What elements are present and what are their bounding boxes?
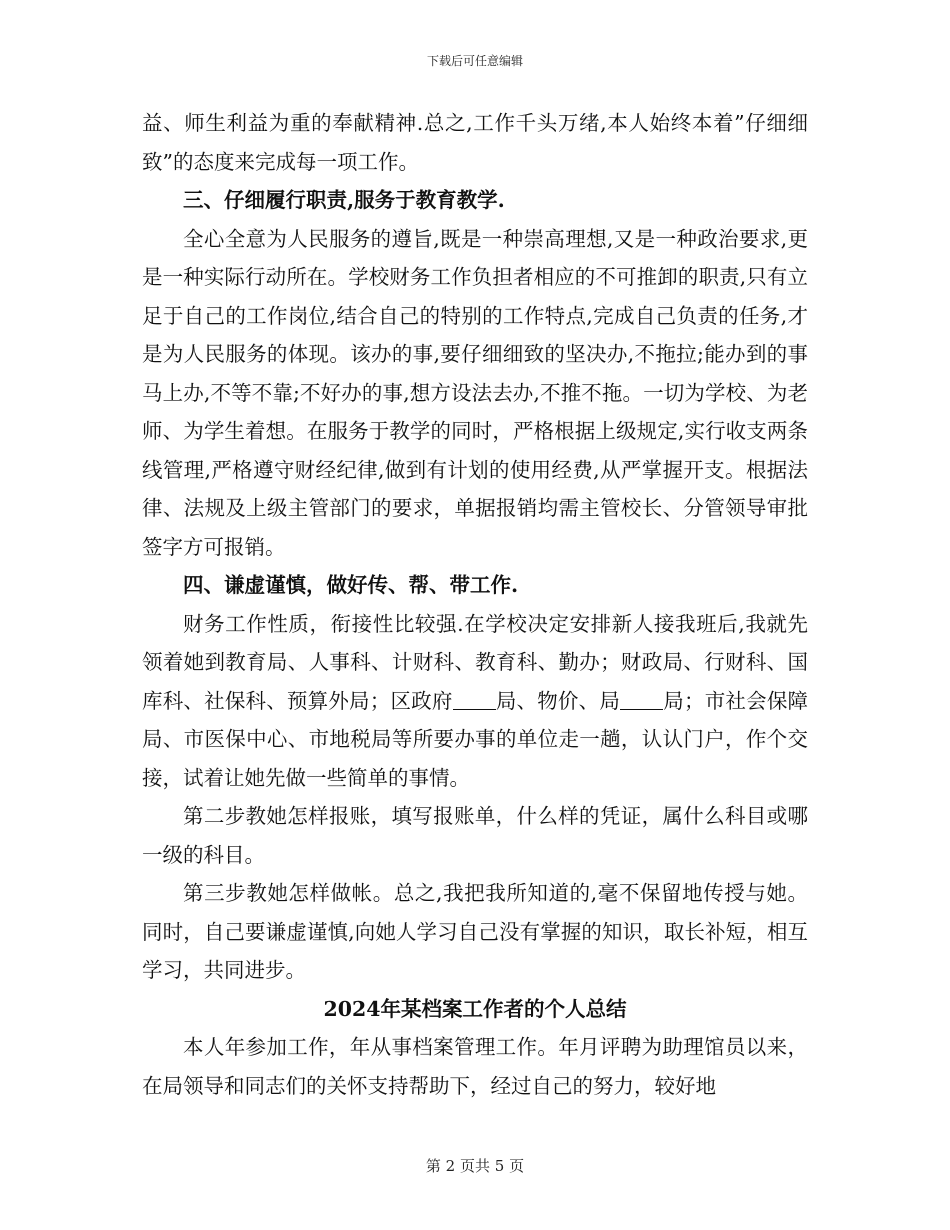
document-body (142, 104, 808, 1105)
paragraph: 第三步教她怎样做帐。总之,我把我所知道的,毫不保留地传授与她。同时，自己要谦虚谨慎,向她人学习自己没有掌握的知识，取长补短，相互学习，共同进步。 (142, 881, 808, 982)
document-title: 2024年某档案工作者的个人总结 (323, 996, 627, 1021)
paragraph: 第二步教她怎样报账，填写报账单，什么样的凭证，属什么科目或哪一级的科目。 (142, 804, 808, 867)
paragraph-text: 财务工作性质，衔接性比较强.在学校决定安排新人接我班后,我就先领着她到教育局、人事科、计财科、教育科、勤办；财政局、行财科、国库科、社保科、预算外局；区政府 (142, 611, 808, 713)
blank-line (620, 688, 663, 710)
paragraph-text: 局；市社会保障局、市医保中心、市地税局等所要办事的单位走一趟，认认门户，作个交接，试着让她先做一些简单的事情。 (142, 688, 809, 790)
paragraph-text: 局、物价、局 (495, 688, 621, 713)
paragraph (142, 605, 808, 798)
paragraph: 本人年参加工作，年从事档案管理工作。年月评聘为助理馆员以来，在局领导和同志们的关怀支持帮助下，经过自己的努力，较好地 (142, 1035, 808, 1098)
page-header: 下载后可任意编辑 (426, 54, 523, 68)
paragraph: 全心全意为人民服务的遵旨,既是一种崇高理想,又是一种政治要求,更是一种实际行动所在。学校财务工作负担者相应的不可推卸的职责,只有立足于自己的工作岗位,结合自己的特别的工作特点,完成自己负责的任务,才是为人民服务的体现。该办的事,要仔细细致的坚决办,不拖拉;能办到的事马上办,不等不靠;不好办的事,想方设法去办,不推不拖。一切为学校、为老师、为学生着想。在服务于教学的同时，严格根据上级规定,实行收支两条线管理,严格遵守财经纪律,做到有计划的使用经费,从严掌握开支。根据法律、法规及上级主管部门的要求，单据报销均需主管校长、分管领导审批签字方可报销。 (142, 226, 808, 559)
page-number: 第 2 页共 5 页 (425, 1157, 525, 1175)
section-heading-4: 四、谦虚谨慎，做好传、帮、带工作. (183, 573, 519, 597)
section-heading-3: 三、仔细履行职责,服务于教育教学. (183, 188, 505, 212)
paragraph: 益、师生利益为重的奉献精神.总之,工作千头万绪,本人始终本着”仔细细致”的态度来完成每一项工作。 (142, 111, 808, 174)
blank-line (453, 688, 496, 710)
